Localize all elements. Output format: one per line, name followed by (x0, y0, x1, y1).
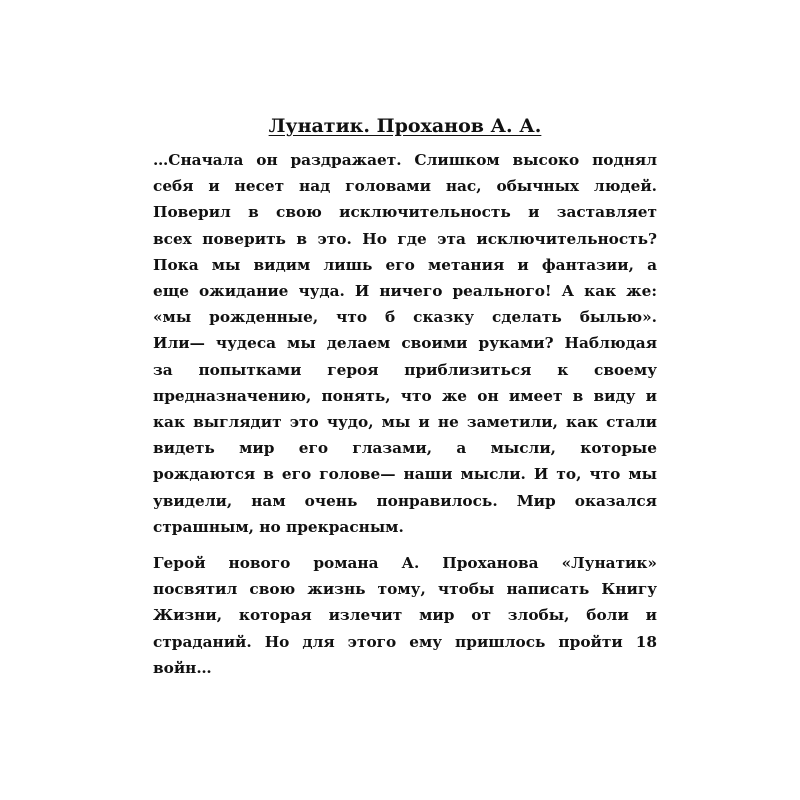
text-line: видеть мир его глазами, а мысли, которые (153, 439, 657, 458)
text-line: за попытками героя приблизиться к своему (153, 360, 657, 379)
text-line: еще ожидание чуда. И ничего реального! А как же: (153, 282, 657, 301)
text-line: Герой нового романа А. Проханова «Лунатик» (153, 554, 657, 573)
text-line: страшным, но прекрасным. (153, 517, 404, 536)
text-line: предназначению, понять, что же он имеет в виду и (153, 386, 657, 405)
text-line: …Сначала он раздражает. Слишком высоко поднял (153, 151, 657, 169)
text-line: увидели, нам очень понравилось. Мир оказался (153, 491, 657, 510)
text-line: страданий. Но для этого ему пришлось пройти 18 (153, 632, 657, 651)
text-line: Пока мы видим лишь его метания и фантазии, а (153, 255, 657, 274)
document-title: Лунатик. Проханов А. А. (268, 115, 542, 137)
paragraph-1 (153, 147, 657, 540)
text-line: Поверил в свою исключительность и заставляет (153, 203, 657, 222)
text-line: «мы рожденные, что б сказку сделать былью». (153, 308, 657, 327)
text-line: посвятил свою жизнь тому, чтобы написать Книгу (153, 580, 657, 599)
text-line: как выглядит это чудо, мы и не заметили, как стали (153, 413, 657, 432)
text-line: себя и несет над головами нас, обычных людей. (153, 177, 657, 196)
text-line: войн… (153, 658, 212, 677)
document-content (153, 113, 657, 681)
text-line: Жизни, которая излечит мир от злобы, боли и (153, 606, 657, 625)
text-line: всех поверить в это. Но где эта исключительность? (153, 229, 657, 248)
text-line: рождаются в его голове— наши мысли. И то, что мы (153, 465, 657, 484)
paragraph-2 (153, 550, 657, 681)
text-line: Или— чудеса мы делаем своими руками? Наблюдая (153, 334, 657, 353)
